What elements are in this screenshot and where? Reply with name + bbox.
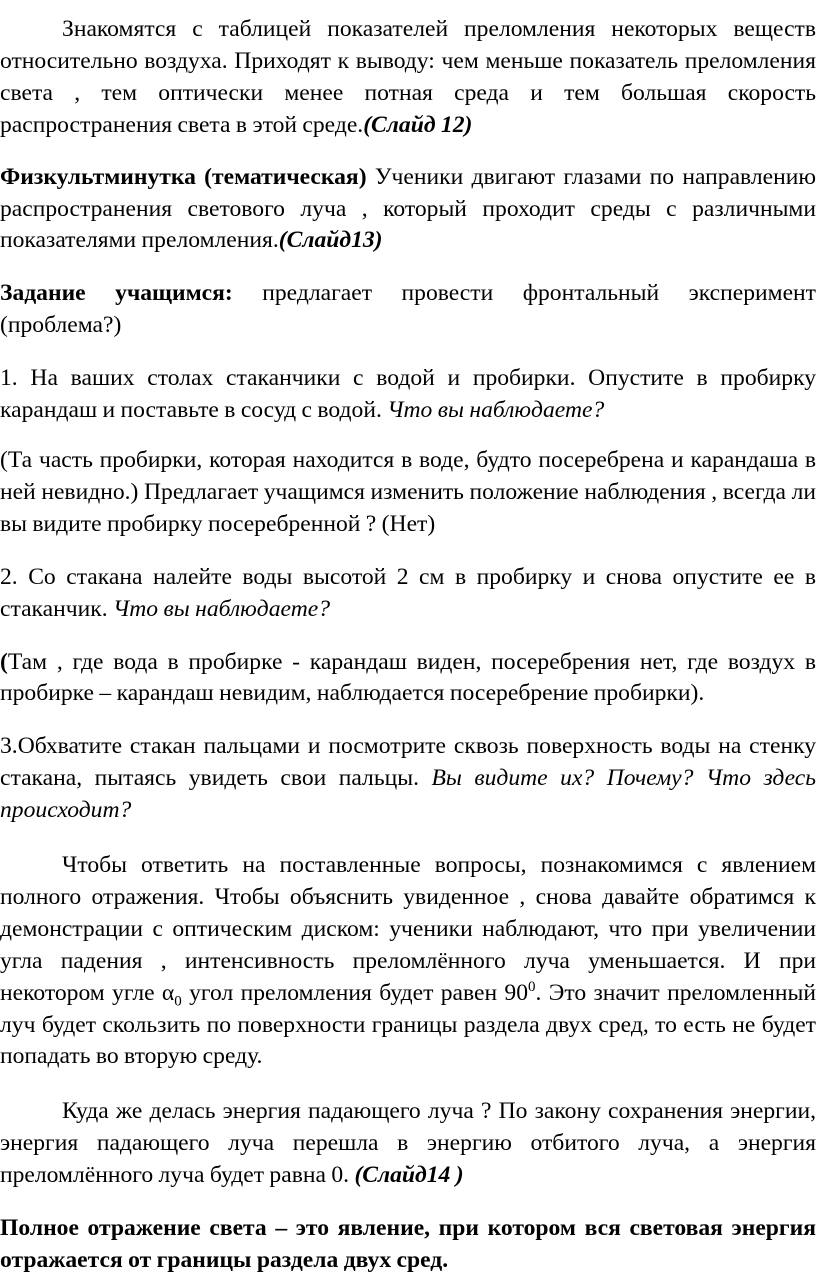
paragraph-text: Знакомятся с таблицей показателей преломления некоторых веществ относительно воздуха. Приходят к выводу: чем меньше показатель преломления света , тем оптически менее потная среда и тем большая скорость распространения света в этой среде.: [0, 16, 816, 138]
paragraph-total-reflection-explanation: [0, 850, 816, 1073]
paragraph-exercise-break: [0, 162, 816, 258]
paragraph-step-2: [0, 562, 816, 626]
paragraph-text: Там , где вода в пробирке - карандаш виден, посеребрения нет, где воздух в пробирке – карандаш невидим, наблюдается посеребрение пробирки).: [0, 648, 816, 707]
paragraph-text: предлагает провести фронтальный эксперимент (проблема?): [0, 280, 816, 339]
question-text: Что вы наблюдаете?: [113, 595, 331, 622]
degree-superscript: 0: [528, 978, 536, 995]
paragraph-text: (Та часть пробирки, которая находится в воде, будто посеребрена и карандаша в ней невидно.) Предлагает учащимся изменить положение наблюдения , всегда ли вы видите пробирку посеребренной ? (Нет): [0, 446, 816, 537]
paragraph-text: 3.Обхватите стакан пальцами и посмотрите сквозь поверхность воды на стенку стакана, пытаясь увидеть свои пальцы.: [0, 733, 816, 792]
paragraph-step-1: [0, 363, 816, 427]
question-text: Что вы наблюдаете?: [387, 397, 605, 424]
paragraph-refraction-table: [0, 14, 816, 142]
paragraph-text: Ученики двигают глазами по направлению распространения светового луча , который проходит среды с различными показателями преломления.: [0, 163, 816, 254]
section-heading: Задание учащимся:: [0, 280, 233, 307]
paragraph-text: Чтобы ответить на поставленные вопросы, познакомимся с явлением полного отражения. Чтобы объяснить увиденное , снова давайте обратимся к демонстрации с оптическим диском: ученики наблюдают, что при увеличении угла падения , интенсивность преломлённого луча уменьшается. И при некотором угле: [0, 852, 816, 1006]
opening-bracket: (: [0, 648, 8, 675]
question-text: Вы видите их? Почему? Что здесь происходит?: [0, 765, 816, 824]
document-page: [0, 14, 816, 1277]
paragraph-text: . Это значит преломленный луч будет скользить по поверхности границы раздела двух сред, то есть не будет попадать во вторую среду.: [0, 979, 816, 1070]
paragraph-step-2-answer: [0, 647, 816, 711]
paragraph-text: угол преломления будет равен 90: [181, 979, 529, 1006]
slide-reference: (Слайд 12): [363, 111, 473, 138]
definition-total-reflection: [0, 1213, 816, 1277]
slide-reference: (Слайд14 ): [354, 1162, 464, 1189]
paragraph-text: 1. На ваших столах стаканчики с водой и пробирки. Опустите в пробирку карандаш и поставьте в сосуд с водой.: [0, 365, 816, 424]
section-heading: Физкультминутка (тематическая): [0, 163, 367, 190]
paragraph-student-task: [0, 278, 816, 342]
slide-reference: (Слайд13): [278, 227, 383, 254]
definition-text: Полное отражение света – это явление, при котором вся световая энергия отражается от границы раздела двух сред.: [0, 1215, 816, 1273]
paragraph-text: Куда же делась энергия падающего луча ? По закону сохранения энергии, энергия падающего луча перешла в энергию отбитого луча, а энергия преломлённого луча будет равна 0.: [0, 1098, 816, 1189]
paragraph-energy: [0, 1096, 816, 1192]
paragraph-text: 2. Со стакана налейте воды высотой 2 см в пробирку и снова опустите ее в стаканчик.: [0, 563, 816, 622]
alpha-subscript: 0: [174, 993, 182, 1010]
alpha-symbol: α: [161, 979, 175, 1006]
paragraph-step-1-answer: [0, 445, 816, 541]
paragraph-step-3: [0, 731, 816, 827]
